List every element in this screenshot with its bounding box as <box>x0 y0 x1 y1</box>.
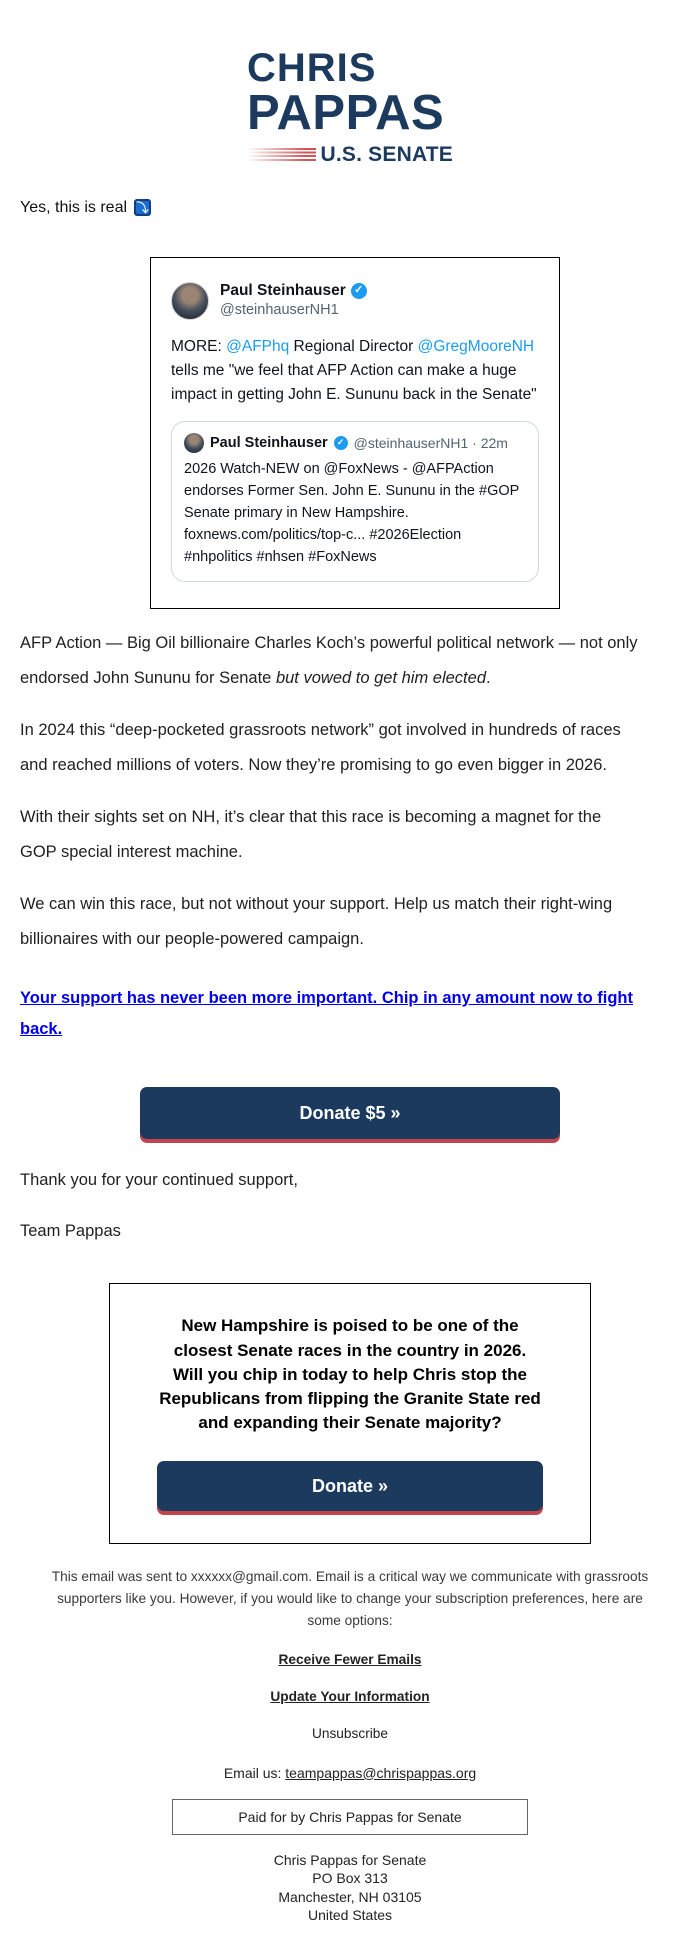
paid-for-disclaimer-box <box>172 1799 528 1835</box>
update-your-information-link[interactable]: Update Your Information <box>270 1688 430 1704</box>
quoted-verified-badge-icon: ✓ <box>334 436 348 450</box>
tweet-text-segment: MORE: <box>171 337 227 355</box>
paragraph-sights-on-nh: With their sights set on NH, it’s clear that this race is becoming a magnet for the GOP special interest machine. <box>20 807 602 861</box>
mailing-address <box>0 1851 700 1925</box>
verified-badge-icon: ✓ <box>351 283 367 299</box>
paragraph-text: AFP Action — Big Oil billionaire Charles Koch’s powerful political network — not only endorsed John Sununu for Senate <box>20 633 638 687</box>
quoted-tweet-card <box>171 421 539 582</box>
team-email-link[interactable]: teampappas@chrispappas.org <box>285 1764 477 1781</box>
email-footer <box>0 1566 700 1955</box>
quoted-tweet-meta: @steinhauserNH1 · 22m <box>353 434 508 451</box>
intro-text: Yes, this is real <box>20 198 128 216</box>
logo-red-stripes <box>247 148 316 161</box>
campaign-logo <box>247 0 453 167</box>
address-line: Chris Pappas for Senate <box>273 1851 427 1868</box>
tweet-mention-afphq: @AFPhq <box>226 337 290 355</box>
tweet-author-avatar <box>171 282 209 320</box>
tweet-text-segment: Regional Director <box>289 337 418 355</box>
tweet-header <box>171 282 539 320</box>
pitch-box-text: New Hampshire is poised to be one of the closest Senate races in the country in 2026. Will you chip in today to help Chris stop the Republicans from flipping the Granite State red and expanding their Senate majority? <box>159 1316 541 1432</box>
email-copy <box>20 626 638 957</box>
intro-line <box>20 199 680 217</box>
paragraph-italic-text: but vowed to get him elected <box>275 668 486 687</box>
address-line: United States <box>307 1907 393 1924</box>
tweet-author-name: Paul Steinhauser <box>220 281 346 299</box>
quoted-tweet-text: 2026 Watch-NEW on @FoxNews - @AFPAction endorses Former Sen. John E. Sununu in the #GOP Senate primary in New Hampshire. foxnews.com/politics/top-c... #2026Election #nhpolitics #nhsen #FoxNews <box>184 460 520 565</box>
email-us-label: Email us: <box>223 1764 286 1781</box>
tweet-screenshot[interactable] <box>150 257 560 609</box>
closing-thanks: Thank you for your continued support, <box>20 1171 298 1190</box>
tweet-body-text <box>171 335 539 408</box>
tweet-mention-gregmoore: @GregMooreNH <box>417 337 535 355</box>
chip-in-link[interactable]: Your support has never been more important. Chip in any amount now to fight back. <box>20 988 633 1039</box>
address-line: PO Box 313 <box>312 1870 388 1887</box>
paid-for-text: Paid for by Chris Pappas for Senate <box>238 1808 462 1825</box>
tweet-text-segment: tells me "we feel that AFP Action can make a huge impact in getting John E. Sununu back in the Senate" <box>171 362 537 404</box>
quoted-tweet-avatar <box>184 433 204 453</box>
logo-tagline-row <box>247 143 453 167</box>
pitch-box <box>109 1283 591 1544</box>
paragraph-2024-network: In 2024 this “deep-pocketed grassroots network” got involved in hundreds of races and reached millions of voters. Now they’re promising to go even bigger in 2026. <box>20 720 621 774</box>
unsubscribe-link[interactable]: Unsubscribe <box>311 1725 389 1741</box>
quoted-tweet-header <box>184 433 526 453</box>
footer-notice: This email was sent to xxxxxx@gmail.com. Email is a critical way we communicate with grassroots supporters like you. However, if you would like to change your subscription preferences, here are some options: <box>51 1569 649 1628</box>
address-line: Manchester, NH 03105 <box>278 1888 422 1905</box>
closing-signature: Team Pappas <box>20 1222 121 1241</box>
paragraph-text: . <box>486 668 491 687</box>
down-arrow-emoji-icon: ⤵ <box>134 199 151 216</box>
donate-5-button[interactable]: Donate $5 » <box>140 1087 560 1139</box>
donate-button[interactable]: Donate » <box>157 1461 543 1511</box>
tweet-author-handle: @steinhauserNH1 <box>220 301 339 318</box>
receive-fewer-emails-link[interactable]: Receive Fewer Emails <box>278 1651 422 1667</box>
quoted-tweet-author: Paul Steinhauser <box>210 434 328 451</box>
logo-tagline: U.S. SENATE <box>320 142 453 166</box>
paragraph-afp-action <box>20 626 638 696</box>
tweet-author-block <box>220 282 367 318</box>
email-us-line <box>0 1765 700 1781</box>
logo-last-name: PAPPAS <box>247 85 445 140</box>
paragraph-we-can-win: We can win this race, but not without your support. Help us match their right-wing billionaires with our people-powered campaign. <box>20 894 613 948</box>
logo-first-name: CHRIS <box>247 46 377 90</box>
